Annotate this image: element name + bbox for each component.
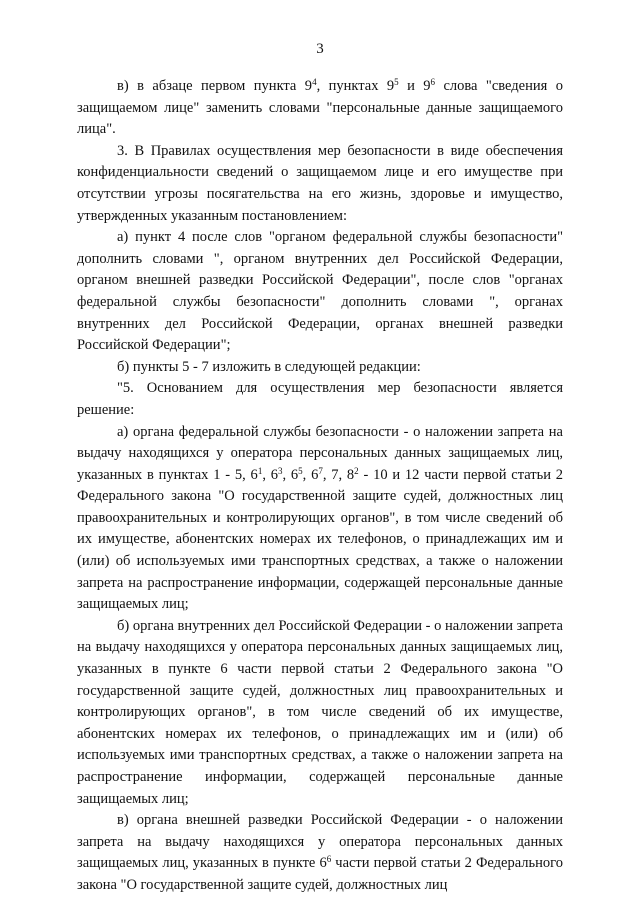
paragraph xyxy=(77,378,563,421)
paragraph xyxy=(77,141,563,227)
text-run: , 6 xyxy=(302,466,319,483)
paragraph xyxy=(77,422,563,616)
text-run: , пунктах 9 xyxy=(316,78,395,94)
text-run: , 6 xyxy=(262,466,278,483)
document-body xyxy=(77,76,563,897)
text-run: и 9 xyxy=(398,78,431,94)
text-run: "5. Основанием для осуществления мер безопасности является решение: xyxy=(77,380,563,418)
text-run: слова "сведения о защищаемом лице" заменить словами "персональные данные защищаемого лица". xyxy=(77,78,563,138)
superscript: 5 xyxy=(394,77,399,87)
paragraph xyxy=(77,810,563,896)
paragraph xyxy=(77,76,563,141)
text-run: , 6 xyxy=(282,466,299,483)
superscript: 1 xyxy=(257,465,263,476)
paragraph xyxy=(77,616,563,810)
text-run: части первой статьи 2 Федерального закона "О государственной защите судей, должностных лиц xyxy=(77,855,563,893)
superscript: 6 xyxy=(430,77,436,87)
text-run: а) органа федеральной службы безопасности - о наложении запрета на выдачу находящихся у оператора персональных данных защищаемых лиц, указанных в пунктах 1 - 5, 6 xyxy=(77,423,563,483)
superscript: 2 xyxy=(354,465,359,476)
text-run: в) органа внешней разведки Российской Федерации - о наложении запрета на выдачу находящихся у оператора персональных данных защищаемых лиц, указанных в пункте 6 xyxy=(77,812,563,872)
superscript: 7 xyxy=(318,465,323,476)
page-number: 3 xyxy=(316,41,324,57)
superscript: 3 xyxy=(277,465,283,476)
superscript: 4 xyxy=(312,77,317,87)
text-run: а) пункт 4 после слов "органом федеральной службы безопасности" дополнить словами ", органом внутренних дел Российской Федерации, органом внешней разведки Российской Федерации", после слов "органах федеральной службы безопасности" дополнить словами ", органах внутренних дел Российской Федерации, органах внешней разведки Российской Федерации"; xyxy=(77,229,563,354)
superscript: 6 xyxy=(326,854,332,865)
text-run: - 10 и 12 части первой статьи 2 Федерального закона "О государственной защите судей, должностных лиц правоохранительных и контролирующих органов", в том числе сведений об их имуществе, абонентских номерах их телефонов, о принадлежащих им и (или) об используемых ими транспортных средствах, а также о наложении запрета на распространение информации, содержащей персональные данные защищаемых лиц; xyxy=(77,466,564,613)
paragraph xyxy=(77,357,563,379)
paragraph xyxy=(77,227,563,357)
text-run: б) органа внутренних дел Российской Федерации - о наложении запрета на выдачу находящихся у оператора персональных данных защищаемых лиц, указанных в пункте 6 части первой статьи 2 Федерального закона "О государственной защите судей, должностных лиц правоохранительных и контролирующих органов", в том числе сведений об их имуществе, абонентских номерах их телефонов, о принадлежащих им и (или) об используемых ими транспортных средствах, а также о наложении запрета на распространение информации, содержащей персональные данные защищаемых лиц; xyxy=(77,617,563,807)
text-run: б) пункты 5 - 7 изложить в следующей редакции: xyxy=(117,358,421,375)
text-run: в) в абзаце первом пункта 9 xyxy=(117,78,313,94)
text-run: , 7, 8 xyxy=(322,466,355,483)
text-run: 3. В Правилах осуществления мер безопасности в виде обеспечения конфиденциальности сведений о защищаемом лице и его имуществе при отсутствии угрозы посягательства на его жизнь, здоровье и имущество, утвержденных указанным постановлением: xyxy=(77,142,563,224)
superscript: 5 xyxy=(298,465,303,476)
